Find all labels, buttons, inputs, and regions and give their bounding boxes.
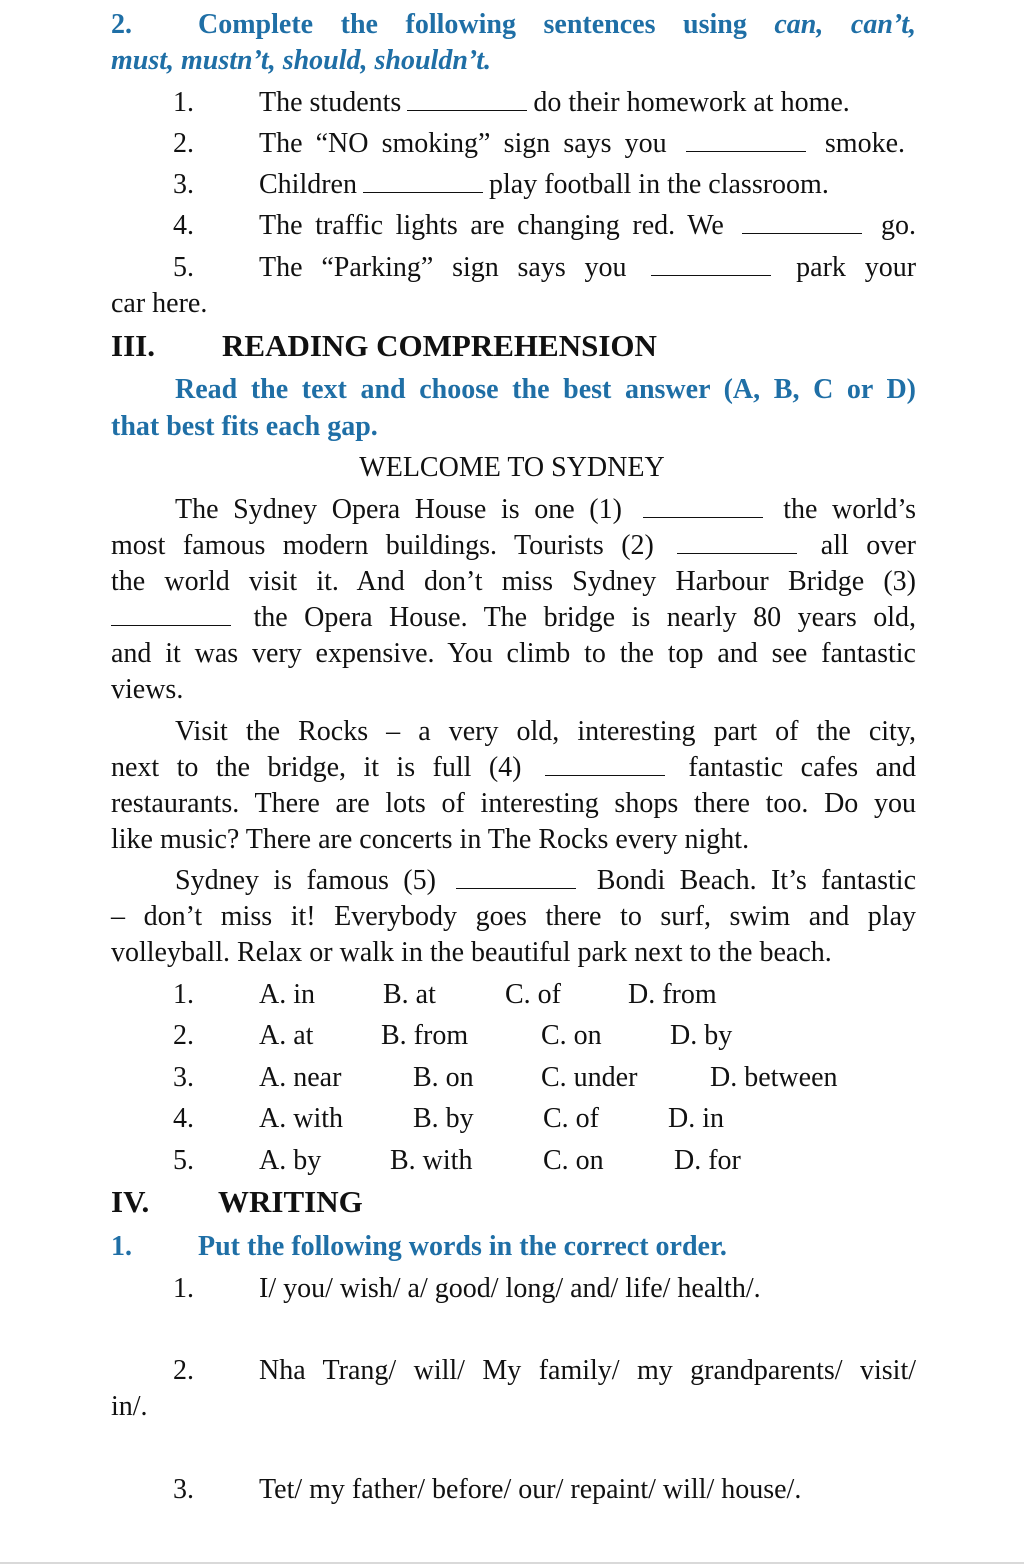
writing-task-title: Put the following words in the correct order. bbox=[198, 1231, 727, 1262]
s2-item-3: Children play football in the classroom. bbox=[259, 169, 829, 200]
p3-line-2: – don’t miss it! Everybody goes there to surf, swim and play bbox=[111, 901, 916, 932]
option-row-5-number: 5. bbox=[173, 1145, 194, 1176]
p1-line-4: the Opera House. The bridge is nearly 80 years old, bbox=[111, 601, 916, 635]
w-item-1: I/ you/ wish/ a/ good/ long/ and/ life/ health/. bbox=[259, 1273, 761, 1304]
w-item-1-number: 1. bbox=[173, 1273, 194, 1304]
option-3d: D. between bbox=[710, 1062, 838, 1093]
option-5d: D. for bbox=[674, 1145, 741, 1176]
answer-blank[interactable] bbox=[363, 170, 483, 193]
option-1a: A. in bbox=[259, 979, 315, 1010]
section-2-title-cont: must, mustn’t, should, shouldn’t. bbox=[111, 45, 491, 76]
reading-instruction: Read the text and choose the best answer (A, B, C or D) bbox=[175, 374, 916, 405]
p3-line-1: Sydney is famous (5) Bondi Beach. It’s fantastic bbox=[175, 865, 916, 896]
option-4d: D. in bbox=[668, 1103, 724, 1134]
section-3-title: READING COMPREHENSION bbox=[222, 328, 657, 363]
option-3a: A. near bbox=[259, 1062, 342, 1093]
gap-4-blank[interactable] bbox=[545, 753, 665, 776]
option-5b: B. with bbox=[390, 1145, 473, 1176]
gap-5-blank[interactable] bbox=[456, 866, 576, 889]
gap-1-blank[interactable] bbox=[643, 495, 763, 518]
option-1c: C. of bbox=[505, 979, 561, 1010]
passage-title: WELCOME TO SYDNEY bbox=[359, 452, 665, 483]
option-4b: B. by bbox=[413, 1103, 474, 1134]
section-4-roman: IV. bbox=[111, 1184, 150, 1219]
p2-line-2: next to the bridge, it is full (4) fantastic cafes and bbox=[111, 752, 917, 783]
option-2d: D. by bbox=[670, 1020, 733, 1051]
p1-line-2: most famous modern buildings. Tourists (2) all over bbox=[111, 530, 916, 561]
w-item-3-number: 3. bbox=[173, 1474, 194, 1505]
option-2c: C. on bbox=[541, 1020, 602, 1051]
option-4c: C. of bbox=[543, 1103, 599, 1134]
answer-blank[interactable] bbox=[686, 129, 806, 152]
option-row-1-number: 1. bbox=[173, 979, 194, 1010]
gap-2-blank[interactable] bbox=[677, 531, 797, 554]
s2-item-4-number: 4. bbox=[173, 210, 194, 241]
s2-item-5-number: 5. bbox=[173, 252, 194, 283]
option-2a: A. at bbox=[259, 1020, 314, 1051]
writing-task-number: 1. bbox=[111, 1231, 132, 1262]
s2-item-1: The students do their homework at home. bbox=[259, 87, 850, 118]
p1-line-1: The Sydney Opera House is one (1) the world’s bbox=[175, 494, 917, 525]
s2-item-5: The “Parking” sign says you park your bbox=[259, 252, 917, 283]
section-2-title: Complete the following sentences using can, can’t, bbox=[198, 9, 916, 40]
option-4a: A. with bbox=[259, 1103, 343, 1134]
p1-line-6: views. bbox=[111, 674, 184, 705]
w-item-2-cont: in/. bbox=[111, 1391, 148, 1422]
option-1d: D. from bbox=[628, 979, 717, 1010]
p1-line-5: and it was very expensive. You climb to the top and see fantastic bbox=[111, 638, 916, 669]
option-2b: B. from bbox=[381, 1020, 469, 1051]
section-2-number: 2. bbox=[111, 9, 132, 40]
option-row-3-number: 3. bbox=[173, 1062, 194, 1093]
option-3c: C. under bbox=[541, 1062, 638, 1093]
reading-instruction-cont: that best fits each gap. bbox=[111, 411, 378, 442]
w-item-2: Nha Trang/ will/ My family/ my grandparents/ visit/ bbox=[259, 1355, 916, 1386]
p3-line-3: volleyball. Relax or walk in the beautiful park next to the beach. bbox=[111, 937, 832, 968]
option-3b: B. on bbox=[413, 1062, 474, 1093]
s2-item-4: The traffic lights are changing red. We go. bbox=[259, 210, 917, 241]
p2-line-1: Visit the Rocks – a very old, interesting part of the city, bbox=[175, 716, 916, 747]
option-row-4-number: 4. bbox=[173, 1103, 194, 1134]
answer-blank[interactable] bbox=[407, 88, 527, 111]
section-4-title: WRITING bbox=[218, 1184, 363, 1219]
p2-line-3: restaurants. There are lots of interesting shops there too. Do you bbox=[111, 788, 916, 819]
page-bottom-divider bbox=[0, 1562, 1024, 1564]
s2-item-2-number: 2. bbox=[173, 128, 194, 159]
gap-3-blank[interactable] bbox=[111, 603, 231, 626]
answer-blank[interactable] bbox=[651, 253, 771, 276]
answer-blank[interactable] bbox=[742, 211, 862, 234]
section-3-roman: III. bbox=[111, 328, 155, 363]
option-5c: C. on bbox=[543, 1145, 604, 1176]
s2-item-1-number: 1. bbox=[173, 87, 194, 118]
option-1b: B. at bbox=[383, 979, 436, 1010]
p2-line-4: like music? There are concerts in The Rocks every night. bbox=[111, 824, 750, 855]
s2-item-5-cont: car here. bbox=[111, 288, 208, 319]
option-5a: A. by bbox=[259, 1145, 322, 1176]
option-row-2-number: 2. bbox=[173, 1020, 194, 1051]
s2-item-3-number: 3. bbox=[173, 169, 194, 200]
w-item-3: Tet/ my father/ before/ our/ repaint/ will/ house/. bbox=[259, 1474, 802, 1505]
s2-item-2: The “NO smoking” sign says you smoke. bbox=[259, 128, 906, 159]
p1-line-3: the world visit it. And don’t miss Sydney Harbour Bridge (3) bbox=[111, 566, 916, 597]
w-item-2-number: 2. bbox=[173, 1355, 194, 1386]
